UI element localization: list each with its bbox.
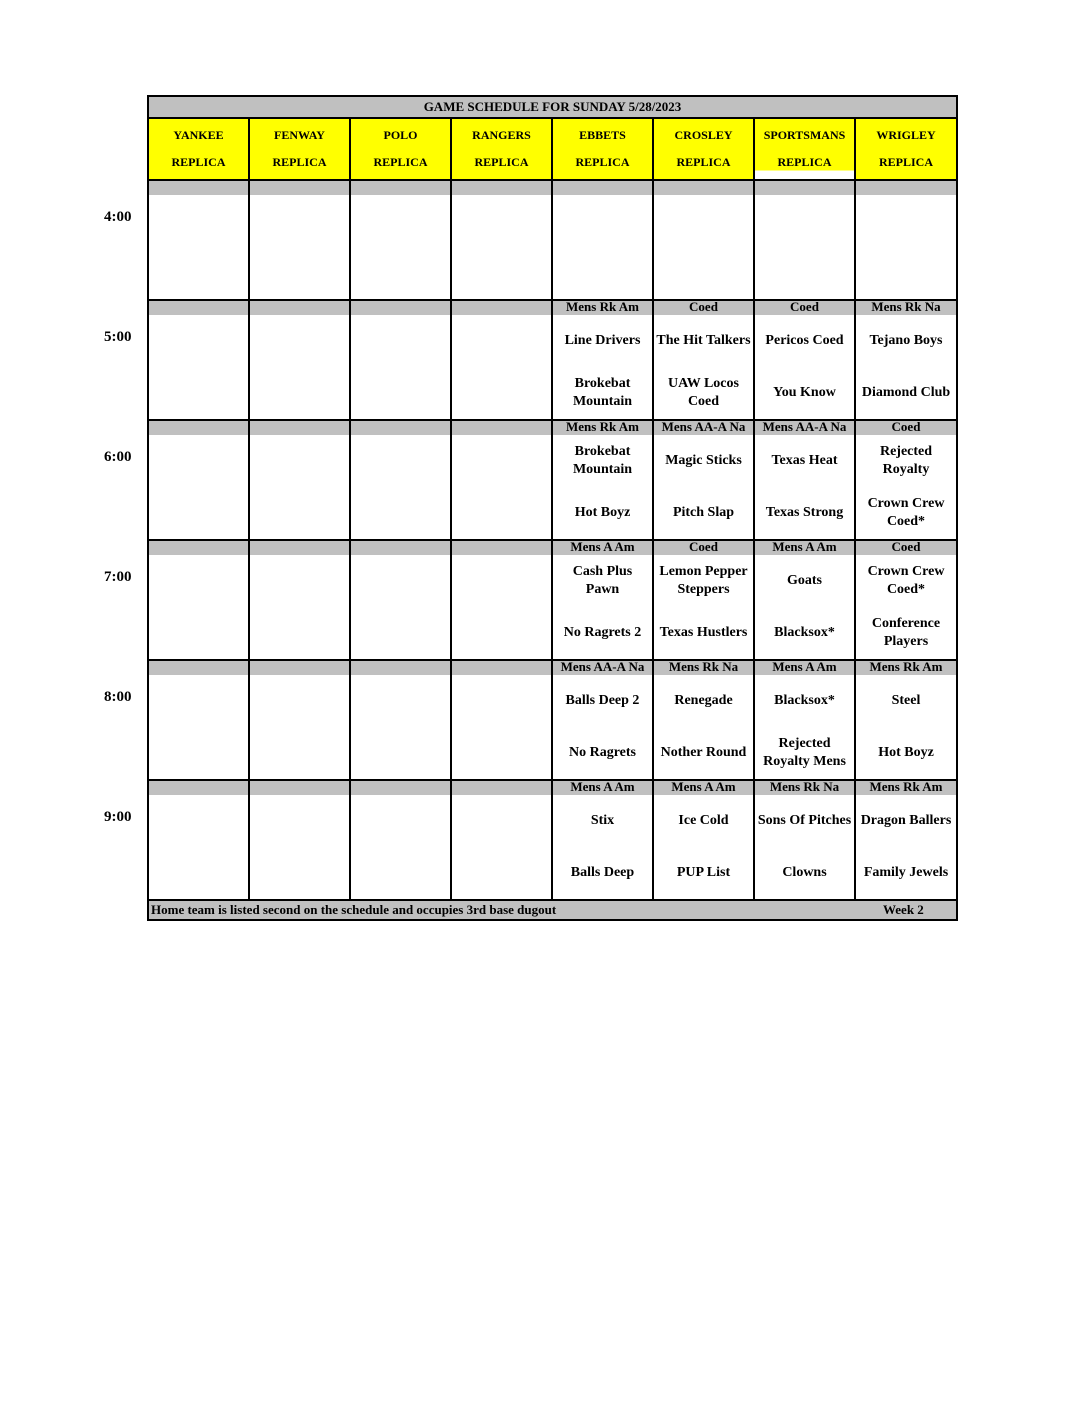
division-label — [452, 181, 553, 195]
game-cell — [250, 675, 351, 779]
division-label — [149, 541, 250, 555]
away-team — [452, 555, 551, 607]
home-team — [149, 607, 248, 659]
game-cell — [351, 795, 452, 899]
away-team: Stix — [590, 813, 615, 828]
away-team — [351, 435, 450, 487]
division-label: Mens A Am — [553, 541, 654, 555]
game-cell — [553, 195, 654, 299]
division-label — [452, 781, 553, 795]
home-team — [250, 607, 349, 659]
division-label: Coed — [654, 541, 755, 555]
time-slot-row — [149, 795, 956, 899]
home-team: Nother Round — [660, 745, 747, 760]
game-cell — [755, 555, 856, 659]
game-cell — [149, 675, 250, 779]
home-team: You Know — [773, 385, 836, 400]
game-cell — [553, 675, 654, 779]
game-cell — [755, 795, 856, 899]
game-cell — [250, 795, 351, 899]
away-team: Pericos Coed — [765, 333, 844, 348]
away-team — [654, 195, 753, 247]
home-team: No Ragrets 2 — [563, 625, 642, 640]
home-team — [149, 727, 248, 779]
game-cell — [149, 195, 250, 299]
game-cell — [452, 315, 553, 419]
away-team: Balls Deep 2 — [565, 693, 640, 708]
game-cell — [755, 435, 856, 539]
away-team — [149, 675, 248, 727]
home-team: Brokebat Mountain — [572, 376, 633, 409]
field-subtitle: REPLICA — [373, 155, 428, 169]
division-label: Mens AA-A Na — [553, 661, 654, 675]
game-cell — [755, 675, 856, 779]
schedule-title: GAME SCHEDULE FOR SUNDAY 5/28/2023 — [149, 97, 956, 119]
away-team: Blacksox* — [774, 693, 835, 708]
away-team — [452, 795, 551, 847]
away-team: Ice Cold — [678, 813, 729, 828]
away-team — [351, 195, 450, 247]
division-label: Mens Rk Am — [553, 421, 654, 435]
away-team: Texas Heat — [771, 453, 838, 468]
home-team: Balls Deep — [570, 865, 635, 880]
game-cell — [452, 435, 553, 539]
away-team — [452, 195, 551, 247]
away-team: Lemon Pepper Steppers — [659, 564, 748, 597]
field-header-crosley — [654, 119, 755, 179]
division-label — [351, 421, 452, 435]
home-team — [452, 607, 551, 659]
away-team: Steel — [891, 693, 921, 708]
home-team: Crown Crew Coed* — [867, 496, 945, 529]
division-label — [250, 421, 351, 435]
division-label — [149, 781, 250, 795]
home-team: UAW Locos Coed — [668, 376, 739, 409]
field-subtitle: REPLICA — [272, 155, 327, 169]
away-team: Renegade — [674, 693, 733, 708]
division-label — [452, 301, 553, 315]
time-slot-row — [149, 675, 956, 779]
home-team: Family Jewels — [863, 865, 949, 880]
game-cell — [452, 795, 553, 899]
division-label: Coed — [755, 301, 856, 315]
game-cell — [250, 435, 351, 539]
field-name: POLO — [383, 128, 418, 142]
division-label — [351, 661, 452, 675]
time-slot-row — [149, 195, 956, 299]
away-team — [755, 195, 854, 247]
away-team — [149, 555, 248, 607]
home-team: Blacksox* — [774, 625, 835, 640]
home-team — [250, 367, 349, 419]
game-cell — [755, 315, 856, 419]
home-team — [452, 487, 551, 539]
away-team — [452, 435, 551, 487]
home-team — [250, 247, 349, 299]
field-header-wrigley — [856, 119, 956, 179]
division-label — [755, 181, 856, 195]
home-team: Texas Hustlers — [659, 625, 748, 640]
division-label: Mens Rk Am — [856, 661, 956, 675]
game-cell — [250, 315, 351, 419]
field-header-polo — [351, 119, 452, 179]
division-label — [452, 661, 553, 675]
home-team: Rejected Royalty Mens — [763, 736, 846, 769]
division-label — [149, 661, 250, 675]
division-label — [250, 181, 351, 195]
game-cell — [351, 675, 452, 779]
game-cell — [654, 795, 755, 899]
home-team — [553, 247, 652, 299]
home-team — [250, 487, 349, 539]
away-team — [856, 195, 956, 247]
game-cell — [351, 195, 452, 299]
home-team — [856, 247, 956, 299]
division-label — [856, 181, 956, 195]
home-team: Diamond Club — [861, 385, 951, 400]
field-name: SPORTSMANS — [763, 128, 846, 142]
time-label: 4:00 — [104, 209, 132, 225]
home-team — [452, 847, 551, 899]
field-header-rangers — [452, 119, 553, 179]
division-label: Mens Rk Na — [755, 781, 856, 795]
home-team — [149, 247, 248, 299]
field-header-yankee — [149, 119, 250, 179]
game-cell — [149, 795, 250, 899]
field-name: YANKEE — [173, 128, 224, 142]
time-label: 8:00 — [104, 689, 132, 705]
game-cell — [856, 555, 956, 659]
away-team: Dragon Ballers — [860, 813, 952, 828]
away-team: Cash Plus Pawn — [572, 564, 633, 597]
game-cell — [654, 555, 755, 659]
game-cell — [654, 315, 755, 419]
time-slot-row — [149, 435, 956, 539]
week-label: Week 2 — [883, 902, 924, 917]
away-team: The Hit Talkers — [656, 333, 751, 348]
division-label: Mens A Am — [755, 541, 856, 555]
away-team — [553, 195, 652, 247]
home-team — [149, 367, 248, 419]
home-team — [452, 727, 551, 779]
home-team — [149, 847, 248, 899]
away-team — [452, 315, 551, 367]
home-team — [351, 367, 450, 419]
field-header-fenway — [250, 119, 351, 179]
division-label: Mens A Am — [553, 781, 654, 795]
home-team — [149, 487, 248, 539]
away-team — [149, 435, 248, 487]
division-label: Coed — [856, 421, 956, 435]
away-team — [351, 795, 450, 847]
home-team — [250, 727, 349, 779]
time-label: 6:00 — [104, 449, 132, 465]
home-team: No Ragrets — [568, 745, 636, 760]
field-name: FENWAY — [274, 128, 325, 142]
away-team — [250, 675, 349, 727]
division-label — [654, 181, 755, 195]
game-cell — [553, 435, 654, 539]
home-team — [351, 247, 450, 299]
time-slot-row — [149, 555, 956, 659]
division-label: Mens Rk Am — [856, 781, 956, 795]
away-team — [149, 195, 248, 247]
time-slot-row — [149, 315, 956, 419]
home-team — [250, 847, 349, 899]
division-label — [149, 181, 250, 195]
away-team — [250, 435, 349, 487]
away-team — [250, 315, 349, 367]
away-team: Goats — [787, 573, 822, 588]
game-cell — [856, 795, 956, 899]
division-label: Mens Rk Am — [553, 301, 654, 315]
home-team — [654, 247, 753, 299]
game-cell — [755, 195, 856, 299]
field-name: CROSLEY — [674, 128, 733, 142]
home-team — [452, 247, 551, 299]
home-team — [351, 487, 450, 539]
division-label — [149, 301, 250, 315]
footer-row — [149, 899, 956, 919]
division-label — [351, 181, 452, 195]
away-team — [250, 795, 349, 847]
time-label: 7:00 — [104, 569, 132, 585]
game-cell — [553, 315, 654, 419]
field-subtitle: REPLICA — [474, 155, 529, 169]
home-team: Clowns — [782, 865, 827, 880]
field-name: WRIGLEY — [876, 128, 936, 142]
home-team — [351, 607, 450, 659]
division-label: Coed — [856, 541, 956, 555]
field-header-ebbets — [553, 119, 654, 179]
home-team — [452, 367, 551, 419]
field-subtitle: REPLICA — [676, 155, 731, 169]
game-cell — [250, 555, 351, 659]
away-team — [250, 555, 349, 607]
division-label — [452, 541, 553, 555]
division-label — [351, 301, 452, 315]
division-label: Mens Rk Na — [654, 661, 755, 675]
game-cell — [654, 435, 755, 539]
schedule-table — [147, 95, 958, 921]
game-cell — [654, 195, 755, 299]
division-label — [250, 301, 351, 315]
away-team — [452, 675, 551, 727]
away-team — [149, 795, 248, 847]
home-team: Hot Boyz — [574, 505, 631, 520]
home-team: Pitch Slap — [672, 505, 735, 520]
away-team — [351, 315, 450, 367]
game-cell — [351, 555, 452, 659]
game-cell — [654, 675, 755, 779]
away-team — [149, 315, 248, 367]
home-team: PUP List — [676, 865, 731, 880]
field-header-sportsmans — [755, 119, 856, 179]
game-cell — [452, 555, 553, 659]
field-name: RANGERS — [472, 128, 531, 142]
division-label — [351, 781, 452, 795]
game-cell — [452, 195, 553, 299]
home-team — [755, 247, 854, 299]
field-subtitle: REPLICA — [171, 155, 226, 169]
division-label: Mens AA-A Na — [755, 421, 856, 435]
home-team: Hot Boyz — [878, 745, 934, 760]
away-team: Crown Crew Coed* — [867, 564, 945, 597]
game-cell — [856, 675, 956, 779]
home-team: Conference Players — [871, 616, 941, 649]
game-cell — [250, 195, 351, 299]
footer-note: Home team is listed second on the schedule and occupies 3rd base dugout — [151, 902, 557, 917]
time-label: 9:00 — [104, 809, 132, 825]
field-name: EBBETS — [579, 128, 626, 142]
away-team: Magic Sticks — [665, 453, 742, 468]
game-cell — [553, 795, 654, 899]
division-label: Coed — [654, 301, 755, 315]
field-header-row — [149, 119, 956, 179]
division-label: Mens A Am — [654, 781, 755, 795]
game-cell — [149, 435, 250, 539]
game-cell — [553, 555, 654, 659]
away-team: Brokebat Mountain — [572, 444, 633, 477]
away-team: Sons Of Pitches — [757, 813, 852, 828]
field-subtitle: REPLICA — [777, 155, 832, 169]
time-label: 5:00 — [104, 329, 132, 345]
away-team — [351, 555, 450, 607]
home-team: Texas Strong — [765, 505, 844, 520]
division-label — [250, 661, 351, 675]
game-cell — [149, 555, 250, 659]
home-team — [351, 727, 450, 779]
game-cell — [452, 675, 553, 779]
division-label: Mens AA-A Na — [654, 421, 755, 435]
game-cell — [149, 315, 250, 419]
away-team — [250, 195, 349, 247]
away-team: Line Drivers — [564, 333, 641, 348]
division-label — [452, 421, 553, 435]
home-team — [351, 847, 450, 899]
division-label — [250, 781, 351, 795]
away-team: Tejano Boys — [869, 333, 943, 348]
away-team: Rejected Royalty — [879, 444, 933, 477]
game-cell — [351, 315, 452, 419]
division-label: Mens Rk Na — [856, 301, 956, 315]
division-label — [553, 181, 654, 195]
game-cell — [351, 435, 452, 539]
field-subtitle: REPLICA — [878, 155, 933, 169]
division-label: Mens A Am — [755, 661, 856, 675]
division-label — [250, 541, 351, 555]
division-label — [149, 421, 250, 435]
game-cell — [856, 315, 956, 419]
away-team — [351, 675, 450, 727]
division-label — [351, 541, 452, 555]
game-cell — [856, 435, 956, 539]
field-subtitle: REPLICA — [575, 155, 630, 169]
game-cell — [856, 195, 956, 299]
